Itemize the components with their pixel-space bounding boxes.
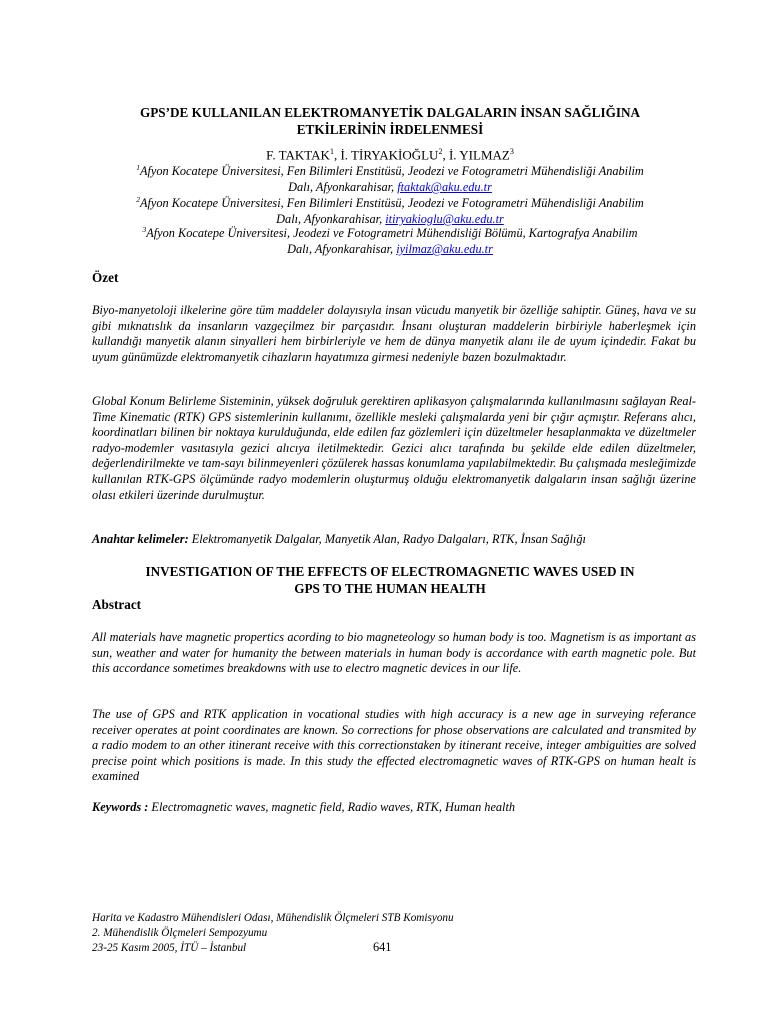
footer-line: 2. Mühendislik Ölçmeleri Sempozyumu: [92, 927, 268, 939]
email-link[interactable]: itiryakioglu@aku.edu.tr: [385, 212, 504, 227]
keywords-turkish: [92, 532, 696, 547]
title-line: ETKİLERİNİN İRDELENMESİ: [296, 122, 484, 137]
title-line: INVESTIGATION OF THE EFFECTS OF ELECTROMAGNETIC WAVES USED IN: [145, 564, 635, 579]
affiliation-mark: 1: [136, 163, 140, 172]
author-affiliation-mark: 1: [329, 147, 334, 156]
affiliation-text: Afyon Kocatepe Üniversitesi, Jeodezi ve Fotogrametri Mühendisliği Bölümü, Kartografya Anabilim: [146, 226, 638, 241]
title-line: GPS TO THE HUMAN HEALTH: [294, 581, 486, 596]
page-number: 641: [373, 940, 392, 954]
affiliation-text: Dalı, Afyonkarahisar,: [287, 242, 397, 257]
paper-title-english: [92, 563, 688, 597]
author-name: , İ. YILMAZ: [442, 147, 510, 163]
email-link[interactable]: ftaktak@aku.edu.tr: [397, 180, 492, 195]
abstract-paragraph-2: The use of GPS and RTK application in vocational studies with high accuracy is a new age in surveying referance receiver operates at point coordinates are known. So corrections for phose observations are calculated and transmited by a radio modem to an other itinerant receive with this correctionstaken by itinerant receive, integer ambiguities are solved precise point which positions is made. In this study the effected electromagnetic waves of RTK-GPS on human healt is examined: [92, 707, 696, 784]
keywords-label: Anahtar kelimeler:: [92, 532, 189, 546]
ozet-paragraph-1: Biyo-manyetoloji ilkelerine göre tüm maddeler dolayısıyla insan vücudu manyetik bir özelliğe sahiptir. Güneş, hava ve su gibi mıknatıslık da insanların vazgeçilmez bir parçasıdır. İnsanı oluşturan maddelerin birbiriyle haberleşmek için kullandığı manyetik alanın sinyalleri hem birbirleriyle ve hem de dünya manyetik alanı ile de uyum içindedir. Fakat bu uyum günümüzde elektromanyetik cihazların hayatımıza girmesi nedeniyle bazen bozulmaktadır.: [92, 303, 696, 364]
keywords-english: [92, 800, 696, 815]
footer-line: 23-25 Kasım 2005, İTÜ – İstanbul: [92, 942, 247, 954]
footer-line: Harita ve Kadastro Mühendisleri Odası, Mühendislik Ölçmeleri STB Komisyonu: [92, 912, 454, 924]
affiliation-3: [92, 222, 688, 257]
ozet-paragraph-2: Global Konum Belirleme Sisteminin, yüksek doğruluk gerektiren aplikasyon çalışmalarında kullanılmasını sağlayan Real-Time Kinematic (RTK) GPS sistemlerinin kullanımı, özellikle mesleki çalışmalarda yeni bir çığır açmıştır. Referans alıcı, koordinatları bilinen bir noktaya kurulduğunda, elde edilen faz gözlemleri için düzeltmeler hesaplanmakta ve düzeltmeler radyo-modemler vasıtasıyla gezici alıcıya iletilmektedir. Gezici alıcı tarafında bu şekilde elde edilen düzeltmeler, değerlendirilmekte ve tam-sayı bilinmeyenleri çözülerek hassas konumlama yapılabilmektedir. Bu çalışmada mesleğimizde kullanılan RTK-GPS ölçümünde radyo modemlerin oluşturmuş olduğu elektromanyetik dalgaların insan sağlığı üzerine olası etkileri üzerinde durulmuştur.: [92, 394, 696, 502]
affiliation-mark: 3: [142, 225, 147, 234]
affiliation-text: Afyon Kocatepe Üniversitesi, Fen Bilimleri Enstitüsü, Jeodezi ve Fotogrametri Mühendisliği Anabilim: [139, 196, 644, 211]
author-affiliation-mark: 2: [438, 147, 443, 156]
abstract-heading: Abstract: [92, 597, 142, 612]
ozet-heading: Özet: [92, 270, 119, 285]
page-footer: [92, 911, 454, 956]
paper-title-turkish: [92, 104, 688, 138]
author-name: , İ. TİRYAKİOĞLU: [333, 147, 439, 163]
author-name: F. TAKTAK: [266, 147, 330, 163]
author-affiliation-mark: 3: [509, 147, 514, 156]
email-link[interactable]: iyilmaz@aku.edu.tr: [396, 242, 493, 257]
affiliation-text: Dalı, Afyonkarahisar,: [276, 212, 386, 227]
affiliation-mark: 2: [136, 195, 140, 204]
title-line: GPS’DE KULLANILAN ELEKTROMANYETİK DALGALARIN İNSAN SAĞLIĞINA: [139, 105, 641, 120]
abstract-paragraph-1: All materials have magnetic propertics acording to bio magneteology so human body is too. Magnetism is as important as sun, weather and water for humanity the between materials in human body is accordance with earth magnetic pole. But this accordance sometimes breakdowns with use to electro magnetic devices in our life.: [92, 630, 696, 676]
affiliation-text: Dalı, Afyonkarahisar,: [288, 180, 398, 195]
keywords-label: Keywords :: [92, 800, 149, 814]
keywords-text: Electromagnetic waves, magnetic field, Radio waves, RTK, Human health: [148, 800, 516, 814]
affiliation-1: [92, 160, 688, 195]
keywords-text: Elektromanyetik Dalgalar, Manyetik Alan, Radyo Dalgaları, RTK, İnsan Sağlığı: [188, 532, 586, 546]
affiliation-text: Afyon Kocatepe Üniversitesi, Fen Bilimleri Enstitüsü, Jeodezi ve Fotogrametri Mühendisliği Anabilim: [139, 164, 644, 179]
